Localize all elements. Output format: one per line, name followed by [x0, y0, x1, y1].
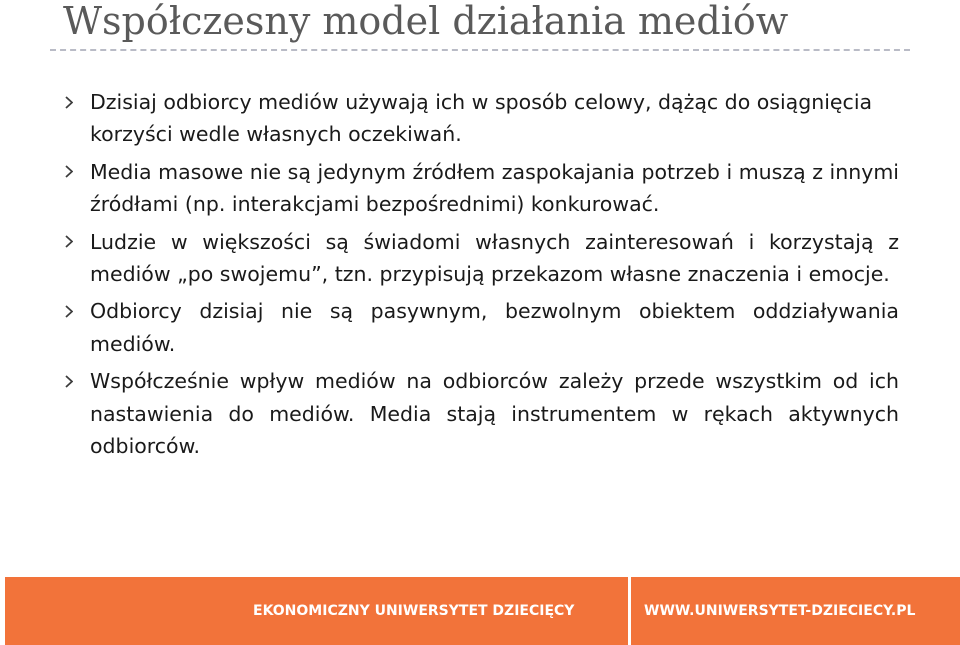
bullet-text: Dzisiaj odbiorcy mediów używają ich w sposób celowy, dążąc do osiągnięcia korzyści wedle własnych oczekiwań. — [90, 90, 873, 147]
triangle-right-icon — [65, 156, 90, 188]
bullet-item — [65, 156, 899, 221]
triangle-right-icon — [65, 295, 90, 327]
bullet-list — [65, 86, 899, 467]
bullet-item — [65, 295, 899, 360]
triangle-right-icon — [65, 226, 90, 258]
triangle-right-icon — [65, 365, 90, 397]
slide-title: Współczesny model działania mediów — [63, 0, 789, 43]
footer-right-panel — [631, 577, 960, 645]
bullet-text: Współcześnie wpływ mediów na odbiorców zależy przede wszystkim od ich nastawienia do mediów. Media stają instrumentem w rękach aktywnych odbiorców. — [90, 369, 899, 459]
footer-website-link[interactable]: WWW.UNIWERSYTET-DZIECIECY.PL — [644, 603, 916, 619]
bullet-item — [65, 86, 899, 151]
footer-left-panel — [5, 577, 628, 645]
title-divider — [50, 49, 910, 51]
bullet-item — [65, 226, 899, 291]
footer-bar — [0, 577, 960, 645]
bullet-item — [65, 365, 899, 462]
bullet-text: Odbiorcy dzisiaj nie są pasywnym, bezwolnym obiektem oddziaływania mediów. — [90, 299, 899, 356]
footer-university-name: EKONOMICZNY UNIWERSYTET DZIECIĘCY — [253, 603, 575, 619]
triangle-right-icon — [65, 86, 90, 118]
bullet-text: Media masowe nie są jedynym źródłem zaspokajania potrzeb i muszą z innymi źródłami (np. interakcjami bezpośrednimi) konkurować. — [90, 159, 899, 217]
bullet-text: Ludzie w większości są świadomi własnych zainteresowań i korzystają z mediów „po swojemu”, tzn. przypisują przekazom własne znaczenia i emocje. — [90, 229, 899, 287]
